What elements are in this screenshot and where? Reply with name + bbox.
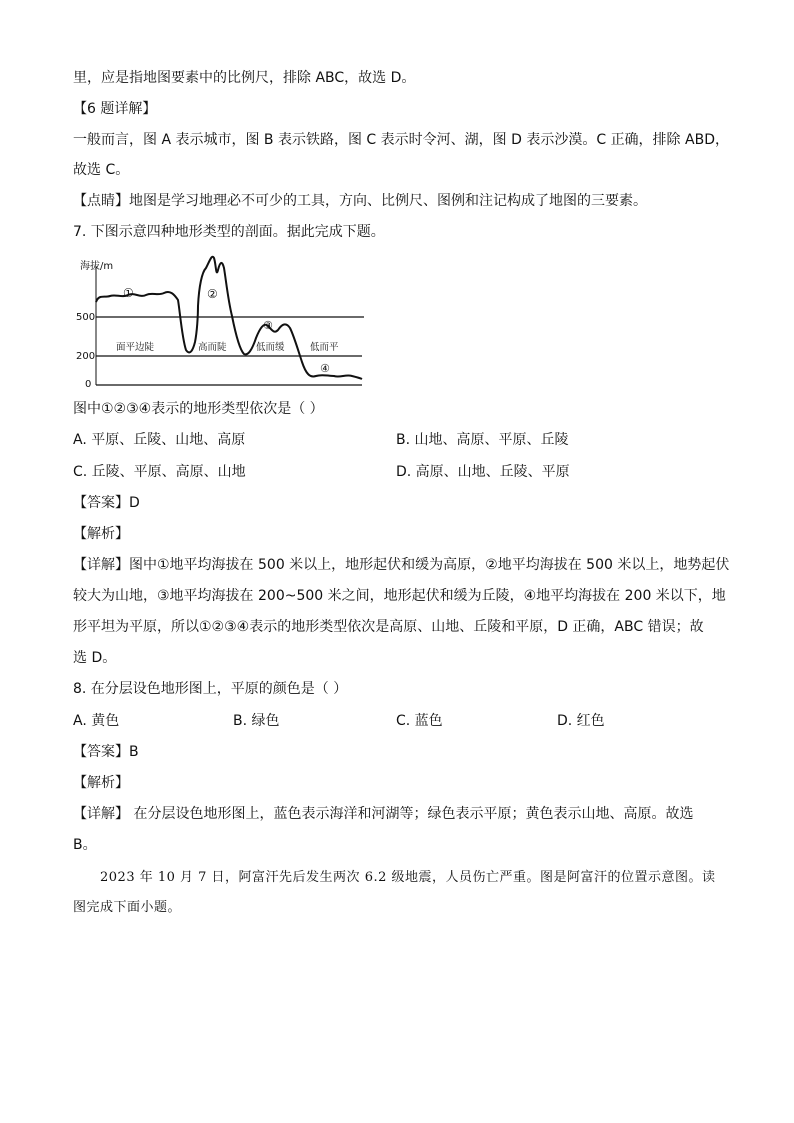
- axis-label: 海拔/m: [80, 261, 114, 272]
- tick-label: 0: [85, 379, 92, 390]
- detail-line: 较大为山地，③地平均海拔在 200~500 米之间，地形起伏和缓为丘陵，④地平均海拔在 200 米以下，地: [73, 588, 726, 604]
- detail-line: 【详解】 在分层设色地形图上，蓝色表示海洋和河湖等；绿色表示平原；黄色表示山地、高原。故选: [73, 806, 694, 822]
- tick-label: 500: [76, 312, 96, 323]
- question-text: 图中①②③④表示的地形类型依次是（ ）: [73, 401, 324, 417]
- q7-option-d[interactable]: D. 高原、山地、丘陵、平原: [396, 464, 570, 480]
- analysis-heading: 【解析】: [73, 526, 129, 542]
- marker-2: ②: [207, 287, 218, 301]
- text-line: 故选 C。: [73, 162, 130, 178]
- analysis-heading: 【解析】: [73, 775, 129, 791]
- region-label-2: 高而陡: [198, 342, 227, 353]
- q7-option-a[interactable]: A. 平原、丘陵、山地、高原: [73, 432, 246, 448]
- marker-1: ①: [123, 286, 134, 300]
- region-label-4: 低而平: [310, 342, 339, 353]
- question-stem: 8. 在分层设色地形图上，平原的颜色是（ ）: [73, 681, 348, 697]
- q7-option-b[interactable]: B. 山地、高原、平原、丘陵: [396, 432, 569, 448]
- region-label-1: 面平边陡: [116, 342, 155, 353]
- detail-line: 【详解】图中①地平均海拔在 500 米以上，地形起伏和缓为高原，②地平均海拔在 500 米以上，地势起伏: [73, 557, 730, 573]
- q8-option-a[interactable]: A. 黄色: [73, 713, 120, 729]
- q8-option-b[interactable]: B. 绿色: [233, 713, 280, 729]
- tick-label: 200: [76, 351, 96, 362]
- passage-line: 图完成下面小题。: [73, 900, 182, 915]
- detail-line: B。: [73, 837, 97, 853]
- q7-option-c[interactable]: C. 丘陵、平原、高原、山地: [73, 464, 246, 480]
- passage-line: 2023 年 10 月 7 日，阿富汗先后发生两次 6.2 级地震，人员伤亡严重。图是阿富汗的位置示意图。读: [100, 870, 716, 885]
- marker-3: ③: [263, 319, 273, 332]
- q8-option-c[interactable]: C. 蓝色: [396, 713, 443, 729]
- text-line: 一般而言，图 A 表示城市，图 B 表示铁路，图 C 表示时令河、湖，图 D 表示沙漠。C 正确，排除 ABD，: [73, 132, 729, 148]
- question-stem: 7. 下图示意四种地形类型的剖面。据此完成下题。: [73, 224, 385, 240]
- text-line: 里，应是指地图要素中的比例尺，排除 ABC，故选 D。: [73, 70, 416, 86]
- tip-line: 【点睛】地图是学习地理必不可少的工具，方向、比例尺、图例和注记构成了地图的三要素。: [73, 193, 647, 209]
- terrain-curve: [96, 257, 362, 379]
- detail-line: 选 D。: [73, 650, 117, 666]
- region-label-3: 低而缓: [256, 342, 285, 353]
- q8-option-d[interactable]: D. 红色: [557, 713, 605, 729]
- detail-line: 形平坦为平原，所以①②③④表示的地形类型依次是高原、山地、丘陵和平原，D 正确，ABC 错误；故: [73, 619, 704, 635]
- section-heading: 【6 题详解】: [73, 101, 157, 117]
- answer-line: 【答案】D: [73, 495, 140, 511]
- marker-4: ④: [320, 362, 330, 375]
- terrain-profile-figure: [74, 252, 374, 394]
- answer-line: 【答案】B: [73, 744, 139, 760]
